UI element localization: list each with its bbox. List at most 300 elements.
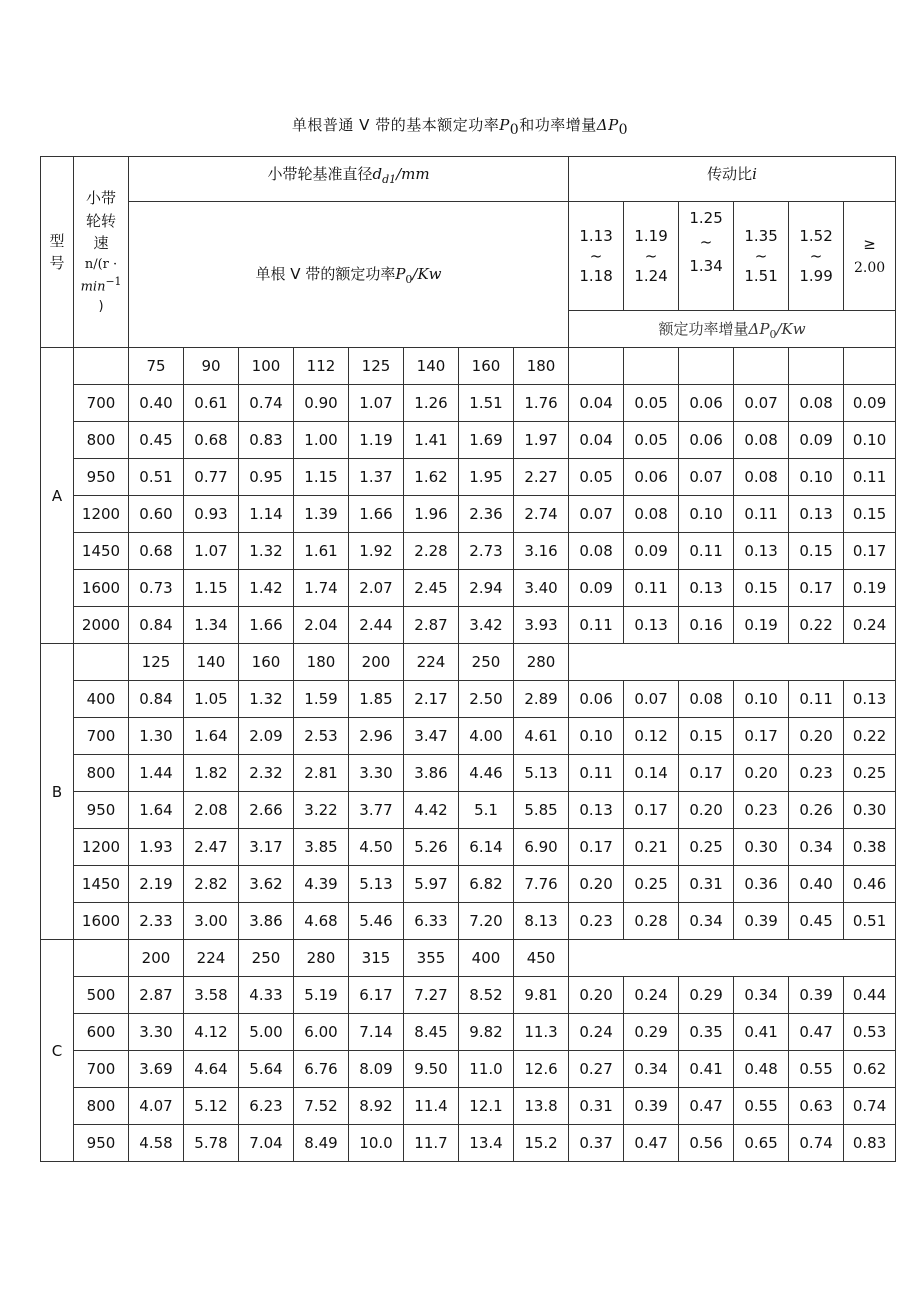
power-cell: 0.83 <box>239 422 294 459</box>
increment-cell: 0.47 <box>789 1014 844 1051</box>
power-header: 单根 V 带的额定功率$P_0/Kw$ <box>129 202 569 348</box>
power-cell: 5.13 <box>514 755 569 792</box>
increment-cell: 0.24 <box>569 1014 624 1051</box>
power-cell: 3.40 <box>514 570 569 607</box>
power-cell: 2.19 <box>129 866 184 903</box>
diameter-cell: 125 <box>129 644 184 681</box>
speed-cell <box>74 348 129 385</box>
increment-cell <box>569 644 896 681</box>
power-cell: 2.74 <box>514 496 569 533</box>
power-cell: 1.59 <box>294 681 349 718</box>
power-cell: 2.33 <box>129 903 184 940</box>
increment-cell: 0.13 <box>569 792 624 829</box>
power-cell: 6.82 <box>459 866 514 903</box>
table-row <box>41 496 896 533</box>
increment-cell: 0.53 <box>844 1014 896 1051</box>
power-cell: 5.46 <box>349 903 404 940</box>
increment-cell: 0.29 <box>679 977 734 1014</box>
power-cell: 7.04 <box>239 1125 294 1162</box>
increment-cell: 0.13 <box>789 496 844 533</box>
increment-cell: 0.34 <box>624 1051 679 1088</box>
increment-cell: 0.62 <box>844 1051 896 1088</box>
power-cell: 10.0 <box>349 1125 404 1162</box>
increment-cell: 0.22 <box>844 718 896 755</box>
diameter-cell: 140 <box>404 348 459 385</box>
power-cell: 1.93 <box>129 829 184 866</box>
power-cell: 3.77 <box>349 792 404 829</box>
power-cell: 3.86 <box>404 755 459 792</box>
speed-cell <box>74 940 129 977</box>
speed-cell: 950 <box>74 459 129 496</box>
power-cell: 1.37 <box>349 459 404 496</box>
increment-cell: 0.34 <box>679 903 734 940</box>
power-cell: 1.19 <box>349 422 404 459</box>
power-cell: 4.12 <box>184 1014 239 1051</box>
table-row <box>41 1051 896 1088</box>
power-cell: 6.17 <box>349 977 404 1014</box>
increment-cell: 0.38 <box>844 829 896 866</box>
increment-cell: 0.06 <box>679 385 734 422</box>
power-cell: 1.69 <box>459 422 514 459</box>
belt-type-cell: C <box>41 940 74 1162</box>
ratio-range: 1.52 ~ 1.99 <box>789 202 844 311</box>
speed-cell: 1450 <box>74 533 129 570</box>
document-title: 单根普通 V 带的基本额定功率$P_0$和功率增量$\Delta P_0$ <box>291 116 629 138</box>
power-cell: 0.40 <box>129 385 184 422</box>
increment-cell: 0.20 <box>789 718 844 755</box>
speed-cell: 400 <box>74 681 129 718</box>
power-cell: 7.52 <box>294 1088 349 1125</box>
table-row <box>41 459 896 496</box>
power-cell: 1.15 <box>184 570 239 607</box>
power-cell: 8.13 <box>514 903 569 940</box>
power-cell: 3.62 <box>239 866 294 903</box>
power-cell: 0.74 <box>239 385 294 422</box>
power-cell: 7.20 <box>459 903 514 940</box>
increment-cell: 0.35 <box>679 1014 734 1051</box>
increment-cell: 0.08 <box>734 459 789 496</box>
power-cell: 6.90 <box>514 829 569 866</box>
increment-cell: 0.39 <box>789 977 844 1014</box>
diameter-cell: 180 <box>294 644 349 681</box>
power-cell: 2.53 <box>294 718 349 755</box>
increment-cell: 0.10 <box>734 681 789 718</box>
speed-cell: 800 <box>74 755 129 792</box>
increment-cell: 0.10 <box>679 496 734 533</box>
diameter-row <box>41 348 896 385</box>
power-cell: 3.47 <box>404 718 459 755</box>
diameter-cell: 400 <box>459 940 514 977</box>
power-cell: 3.69 <box>129 1051 184 1088</box>
increment-cell: 0.20 <box>569 977 624 1014</box>
power-cell: 5.85 <box>514 792 569 829</box>
increment-cell: 0.07 <box>679 459 734 496</box>
power-cell: 0.51 <box>129 459 184 496</box>
diameter-cell: 224 <box>184 940 239 977</box>
diameter-cell: 125 <box>349 348 404 385</box>
power-cell: 1.61 <box>294 533 349 570</box>
increment-cell: 0.74 <box>844 1088 896 1125</box>
power-cell: 2.96 <box>349 718 404 755</box>
diameter-cell: 90 <box>184 348 239 385</box>
power-cell: 9.81 <box>514 977 569 1014</box>
power-cell: 5.13 <box>349 866 404 903</box>
belt-type-cell: B <box>41 644 74 940</box>
diameter-cell: 200 <box>349 644 404 681</box>
diameter-cell: 280 <box>294 940 349 977</box>
increment-cell <box>789 348 844 385</box>
speed-cell: 700 <box>74 718 129 755</box>
v-belt-power-table <box>40 156 896 1162</box>
speed-cell: 800 <box>74 422 129 459</box>
increment-cell: 0.65 <box>734 1125 789 1162</box>
increment-cell: 0.25 <box>679 829 734 866</box>
power-cell: 1.32 <box>239 681 294 718</box>
power-cell: 8.45 <box>404 1014 459 1051</box>
increment-cell: 0.46 <box>844 866 896 903</box>
ratio-header: 传动比i <box>569 157 896 202</box>
power-cell: 1.32 <box>239 533 294 570</box>
table-row <box>41 1125 896 1162</box>
power-cell: 1.85 <box>349 681 404 718</box>
speed-cell: 800 <box>74 1088 129 1125</box>
increment-cell: 0.20 <box>734 755 789 792</box>
increment-cell: 0.56 <box>679 1125 734 1162</box>
diameter-row <box>41 940 896 977</box>
power-cell: 2.50 <box>459 681 514 718</box>
table-row <box>41 755 896 792</box>
ratio-range: ≥ 2.00 <box>844 202 896 311</box>
power-cell: 1.41 <box>404 422 459 459</box>
increment-cell: 0.10 <box>789 459 844 496</box>
increment-cell: 0.06 <box>569 681 624 718</box>
increment-cell: 0.19 <box>844 570 896 607</box>
increment-cell: 0.17 <box>844 533 896 570</box>
power-cell: 4.00 <box>459 718 514 755</box>
power-cell: 1.97 <box>514 422 569 459</box>
diameter-cell: 315 <box>349 940 404 977</box>
power-cell: 2.17 <box>404 681 459 718</box>
power-cell: 11.7 <box>404 1125 459 1162</box>
power-cell: 2.87 <box>129 977 184 1014</box>
increment-cell: 0.63 <box>789 1088 844 1125</box>
increment-cell: 0.07 <box>569 496 624 533</box>
power-cell: 5.00 <box>239 1014 294 1051</box>
increment-cell: 0.08 <box>734 422 789 459</box>
diameter-cell: 224 <box>404 644 459 681</box>
power-cell: 4.46 <box>459 755 514 792</box>
increment-cell: 0.15 <box>734 570 789 607</box>
increment-cell: 0.08 <box>679 681 734 718</box>
table-row <box>41 533 896 570</box>
increment-cell: 0.83 <box>844 1125 896 1162</box>
diameter-cell: 250 <box>239 940 294 977</box>
increment-cell: 0.13 <box>679 570 734 607</box>
power-cell: 2.73 <box>459 533 514 570</box>
increment-cell: 0.17 <box>734 718 789 755</box>
diameter-cell: 280 <box>514 644 569 681</box>
power-cell: 2.94 <box>459 570 514 607</box>
table-row <box>41 681 896 718</box>
power-cell: 2.45 <box>404 570 459 607</box>
power-cell: 11.0 <box>459 1051 514 1088</box>
increment-cell: 0.07 <box>624 681 679 718</box>
increment-cell: 0.05 <box>569 459 624 496</box>
increment-cell: 0.36 <box>734 866 789 903</box>
increment-cell: 0.11 <box>679 533 734 570</box>
power-cell: 12.6 <box>514 1051 569 1088</box>
speed-cell: 500 <box>74 977 129 1014</box>
power-cell: 5.64 <box>239 1051 294 1088</box>
increment-cell: 0.11 <box>734 496 789 533</box>
power-cell: 2.32 <box>239 755 294 792</box>
power-cell: 5.78 <box>184 1125 239 1162</box>
increment-cell: 0.04 <box>569 385 624 422</box>
increment-cell: 0.10 <box>844 422 896 459</box>
power-cell: 1.07 <box>349 385 404 422</box>
power-cell: 0.60 <box>129 496 184 533</box>
increment-cell: 0.47 <box>679 1088 734 1125</box>
increment-cell: 0.27 <box>569 1051 624 1088</box>
diameter-header: 小带轮基准直径$d_{d1}/mm$ <box>129 157 569 202</box>
power-cell: 5.19 <box>294 977 349 1014</box>
power-cell: 9.82 <box>459 1014 514 1051</box>
increment-cell: 0.09 <box>789 422 844 459</box>
power-cell: 1.62 <box>404 459 459 496</box>
increment-cell: 0.37 <box>569 1125 624 1162</box>
power-cell: 1.00 <box>294 422 349 459</box>
table-row <box>41 1088 896 1125</box>
power-cell: 6.00 <box>294 1014 349 1051</box>
diameter-cell: 200 <box>129 940 184 977</box>
table-row <box>41 570 896 607</box>
power-cell: 4.58 <box>129 1125 184 1162</box>
table-row <box>41 422 896 459</box>
increment-cell: 0.26 <box>789 792 844 829</box>
ratio-range: 1.25 ~ 1.34 <box>679 202 734 311</box>
table-row <box>41 792 896 829</box>
power-cell: 1.15 <box>294 459 349 496</box>
power-cell: 6.33 <box>404 903 459 940</box>
table-row <box>41 829 896 866</box>
power-cell: 13.4 <box>459 1125 514 1162</box>
increment-cell <box>624 348 679 385</box>
table-row <box>41 1014 896 1051</box>
increment-cell: 0.06 <box>624 459 679 496</box>
power-cell: 2.47 <box>184 829 239 866</box>
power-cell: 1.95 <box>459 459 514 496</box>
power-cell: 8.52 <box>459 977 514 1014</box>
power-cell: 1.96 <box>404 496 459 533</box>
diameter-cell: 180 <box>514 348 569 385</box>
increment-cell: 0.08 <box>789 385 844 422</box>
increment-cell: 0.06 <box>679 422 734 459</box>
power-cell: 5.12 <box>184 1088 239 1125</box>
increment-cell: 0.44 <box>844 977 896 1014</box>
power-cell: 0.73 <box>129 570 184 607</box>
increment-cell: 0.09 <box>844 385 896 422</box>
increment-cell: 0.20 <box>569 866 624 903</box>
diameter-cell: 450 <box>514 940 569 977</box>
ratio-range: 1.35 ~ 1.51 <box>734 202 789 311</box>
power-cell: 1.74 <box>294 570 349 607</box>
increment-cell: 0.25 <box>624 866 679 903</box>
power-cell: 1.14 <box>239 496 294 533</box>
increment-cell: 0.05 <box>624 422 679 459</box>
speed-cell: 1450 <box>74 866 129 903</box>
increment-cell: 0.40 <box>789 866 844 903</box>
power-cell: 3.30 <box>129 1014 184 1051</box>
increment-cell: 0.08 <box>569 533 624 570</box>
increment-cell: 0.11 <box>624 570 679 607</box>
power-cell: 1.82 <box>184 755 239 792</box>
increment-cell: 0.17 <box>624 792 679 829</box>
table-row <box>41 607 896 644</box>
power-cell: 0.68 <box>129 533 184 570</box>
increment-cell: 0.23 <box>789 755 844 792</box>
ratio-range: 1.13 ~ 1.18 <box>569 202 624 311</box>
increment-cell: 0.15 <box>844 496 896 533</box>
ratio-range: 1.19 ~ 1.24 <box>624 202 679 311</box>
type-header: 型 号 <box>41 157 74 348</box>
power-cell: 8.09 <box>349 1051 404 1088</box>
power-cell: 3.93 <box>514 607 569 644</box>
increment-cell: 0.24 <box>624 977 679 1014</box>
power-cell: 1.42 <box>239 570 294 607</box>
increment-cell: 0.55 <box>789 1051 844 1088</box>
power-cell: 3.85 <box>294 829 349 866</box>
increment-cell: 0.09 <box>569 570 624 607</box>
power-cell: 7.76 <box>514 866 569 903</box>
increment-cell: 0.22 <box>789 607 844 644</box>
power-cell: 3.42 <box>459 607 514 644</box>
table-row <box>41 977 896 1014</box>
power-cell: 3.86 <box>239 903 294 940</box>
power-cell: 4.50 <box>349 829 404 866</box>
power-cell: 1.64 <box>129 792 184 829</box>
power-cell: 2.66 <box>239 792 294 829</box>
power-cell: 4.61 <box>514 718 569 755</box>
power-cell: 4.39 <box>294 866 349 903</box>
increment-cell: 0.13 <box>844 681 896 718</box>
increment-cell: 0.15 <box>789 533 844 570</box>
power-cell: 4.07 <box>129 1088 184 1125</box>
increment-cell: 0.19 <box>734 607 789 644</box>
increment-cell: 0.41 <box>734 1014 789 1051</box>
increment-cell: 0.25 <box>844 755 896 792</box>
power-cell: 5.1 <box>459 792 514 829</box>
increment-cell: 0.30 <box>734 829 789 866</box>
power-cell: 0.90 <box>294 385 349 422</box>
power-cell: 6.23 <box>239 1088 294 1125</box>
power-cell: 13.8 <box>514 1088 569 1125</box>
diameter-cell: 355 <box>404 940 459 977</box>
increment-cell: 0.41 <box>679 1051 734 1088</box>
increment-header: 额定功率增量$\Delta P_0/Kw$ <box>569 311 896 348</box>
power-cell: 0.95 <box>239 459 294 496</box>
power-cell: 6.76 <box>294 1051 349 1088</box>
increment-cell: 0.34 <box>789 829 844 866</box>
increment-cell: 0.74 <box>789 1125 844 1162</box>
power-cell: 1.30 <box>129 718 184 755</box>
power-cell: 2.81 <box>294 755 349 792</box>
diameter-cell: 100 <box>239 348 294 385</box>
power-cell: 4.64 <box>184 1051 239 1088</box>
power-cell: 4.68 <box>294 903 349 940</box>
increment-cell: 0.17 <box>569 829 624 866</box>
power-cell: 0.61 <box>184 385 239 422</box>
table-row <box>41 866 896 903</box>
power-cell: 2.07 <box>349 570 404 607</box>
power-cell: 2.36 <box>459 496 514 533</box>
power-cell: 15.2 <box>514 1125 569 1162</box>
power-cell: 2.28 <box>404 533 459 570</box>
power-cell: 1.64 <box>184 718 239 755</box>
power-cell: 7.27 <box>404 977 459 1014</box>
power-cell: 1.05 <box>184 681 239 718</box>
speed-cell: 700 <box>74 1051 129 1088</box>
power-cell: 9.50 <box>404 1051 459 1088</box>
power-cell: 2.44 <box>349 607 404 644</box>
speed-cell: 950 <box>74 1125 129 1162</box>
speed-header: 小带 轮转 速 n/(r · $\min^{-1}$ ) <box>74 157 129 348</box>
increment-cell <box>844 348 896 385</box>
increment-cell: 0.17 <box>789 570 844 607</box>
power-cell: 3.16 <box>514 533 569 570</box>
power-cell: 0.45 <box>129 422 184 459</box>
increment-cell: 0.05 <box>624 385 679 422</box>
increment-cell: 0.10 <box>569 718 624 755</box>
diameter-cell: 160 <box>239 644 294 681</box>
power-cell: 5.26 <box>404 829 459 866</box>
power-cell: 12.1 <box>459 1088 514 1125</box>
power-cell: 2.09 <box>239 718 294 755</box>
power-cell: 6.14 <box>459 829 514 866</box>
increment-cell <box>569 348 624 385</box>
power-cell: 0.77 <box>184 459 239 496</box>
power-cell: 4.33 <box>239 977 294 1014</box>
increment-cell: 0.17 <box>679 755 734 792</box>
table-row <box>41 385 896 422</box>
power-cell: 8.92 <box>349 1088 404 1125</box>
increment-cell <box>569 940 896 977</box>
speed-cell: 1600 <box>74 903 129 940</box>
power-cell: 1.92 <box>349 533 404 570</box>
increment-cell: 0.16 <box>679 607 734 644</box>
speed-cell: 2000 <box>74 607 129 644</box>
speed-cell <box>74 644 129 681</box>
power-cell: 3.17 <box>239 829 294 866</box>
diameter-cell: 140 <box>184 644 239 681</box>
power-cell: 1.66 <box>239 607 294 644</box>
power-cell: 3.22 <box>294 792 349 829</box>
power-cell: 5.97 <box>404 866 459 903</box>
power-cell: 1.76 <box>514 385 569 422</box>
power-cell: 2.87 <box>404 607 459 644</box>
power-cell: 2.89 <box>514 681 569 718</box>
diameter-row <box>41 644 896 681</box>
power-cell: 11.3 <box>514 1014 569 1051</box>
increment-cell <box>734 348 789 385</box>
power-cell: 1.39 <box>294 496 349 533</box>
increment-cell: 0.30 <box>844 792 896 829</box>
increment-cell: 0.31 <box>679 866 734 903</box>
increment-cell: 0.45 <box>789 903 844 940</box>
power-cell: 0.68 <box>184 422 239 459</box>
increment-cell: 0.15 <box>679 718 734 755</box>
speed-cell: 600 <box>74 1014 129 1051</box>
power-cell: 1.51 <box>459 385 514 422</box>
